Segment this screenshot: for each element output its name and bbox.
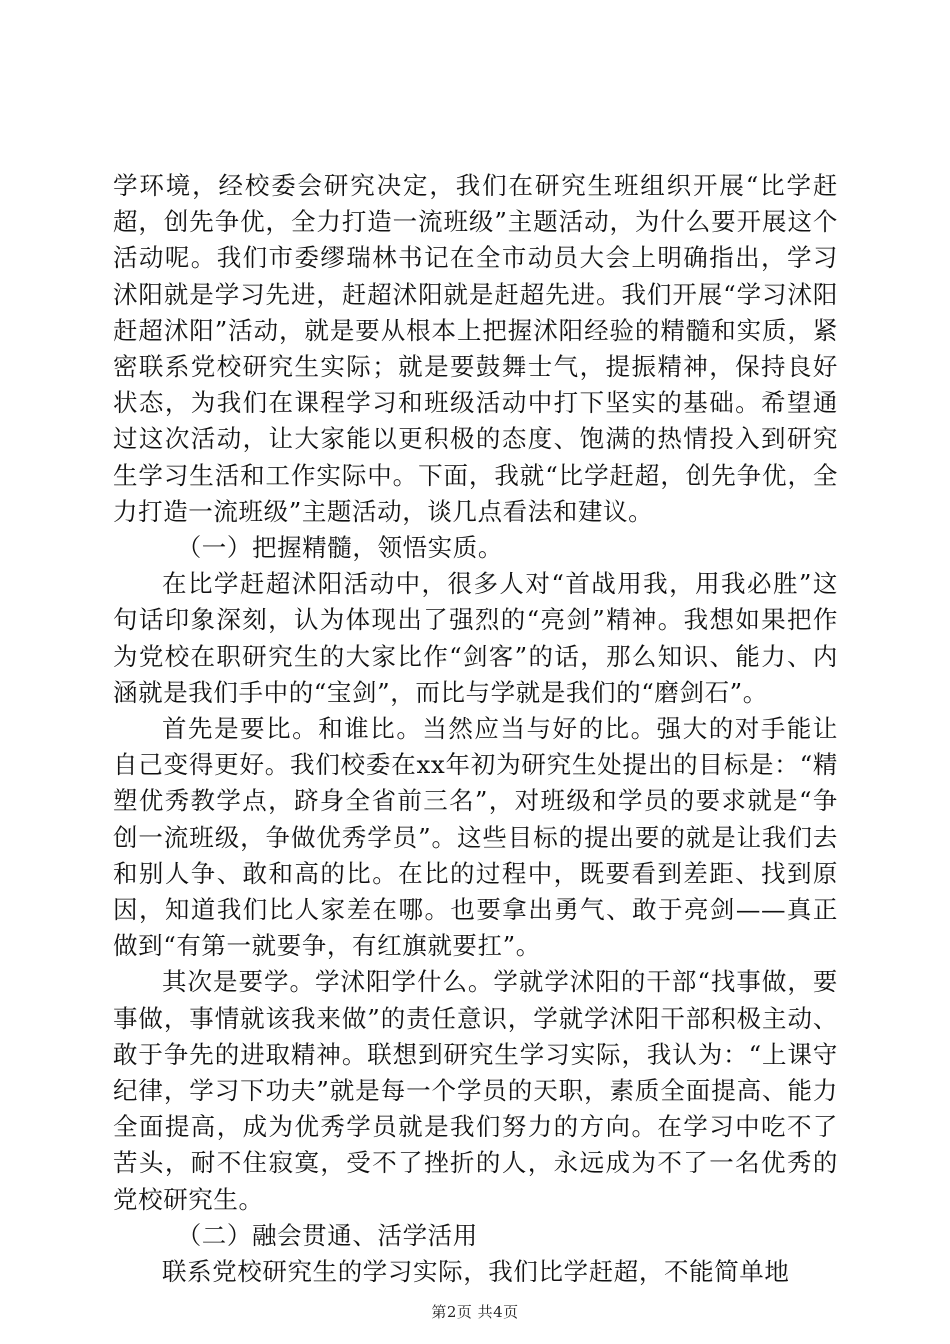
page-footer: 第2页 共4页 (431, 1303, 519, 1321)
section-heading-two: （二）融会贯通、活学活用 (176, 1220, 478, 1250)
paragraph-sword: 在比学赶超沭阳活动中，很多人对“首战用我，用我必胜”这句话印象深刻，认为体现出了强烈的“亮剑”精神。我想如果把作为党校在职研究生的大家比作“剑客”的话，那么知识、能力、内涵就是我们手中的“宝剑”，而比与学就是我们的“磨剑石”。 (113, 569, 838, 707)
paragraph-intro: 学环境，经校委会研究决定，我们在研究生班组织开展“比学赶超，创先争优，全力打造一流班级”主题活动，为什么要开展这个活动呢。我们市委缪瑞林书记在全市动员大会上明确指出，学习沭阳就是学习先进，赶超沭阳就是赶超先进。我们开展“学习沭阳赶超沭阳”活动，就是要从根本上把握沭阳经验的精髓和实质，紧密联系党校研究生实际；就是要鼓舞士气，提振精神，保持良好状态，为我们在课程学习和班级活动中打下坚实的基础。希望通过这次活动，让大家能以更积极的态度、饱满的热情投入到研究生学习生活和工作实际中。下面，我就“比学赶超，创先争优，全力打造一流班级”主题活动，谈几点看法和建议。 (113, 171, 838, 526)
section-heading-one: （一）把握精髓，领悟实质。 (176, 533, 503, 563)
paragraph-compare: 首先是要比。和谁比。当然应当与好的比。强大的对手能让自己变得更好。我们校委在xx年初为研究生处提出的目标是：“精塑优秀教学点，跻身全省前三名”，对班级和学员的要求就是“争创一流班级，争做优秀学员”。这些目标的提出要的就是让我们去和别人争、敢和高的比。在比的过程中，既要看到差距、找到原因，知道我们比人家差在哪。也要拿出勇气、敢于亮剑——真正做到“有第一就要争，有红旗就要扛”。 (113, 714, 838, 961)
paragraph-practice: 联系党校研究生的学习实际，我们比学赶超，不能简单地 (162, 1257, 790, 1287)
document-body (113, 168, 838, 1290)
paragraph-learn: 其次是要学。学沭阳学什么。学就学沭阳的干部“找事做，要事做，事情就该我来做”的责任意识，学就学沭阳干部积极主动、敢于争先的进取精神。联想到研究生学习实际，我认为：“上课守纪律，学习下功夫”就是每一个学员的天职，素质全面提高、能力全面提高，成为优秀学员就是我们努力的方向。在学习中吃不了苦头，耐不住寂寞，受不了挫折的人，永远成为不了一名优秀的党校研究生。 (113, 967, 838, 1214)
